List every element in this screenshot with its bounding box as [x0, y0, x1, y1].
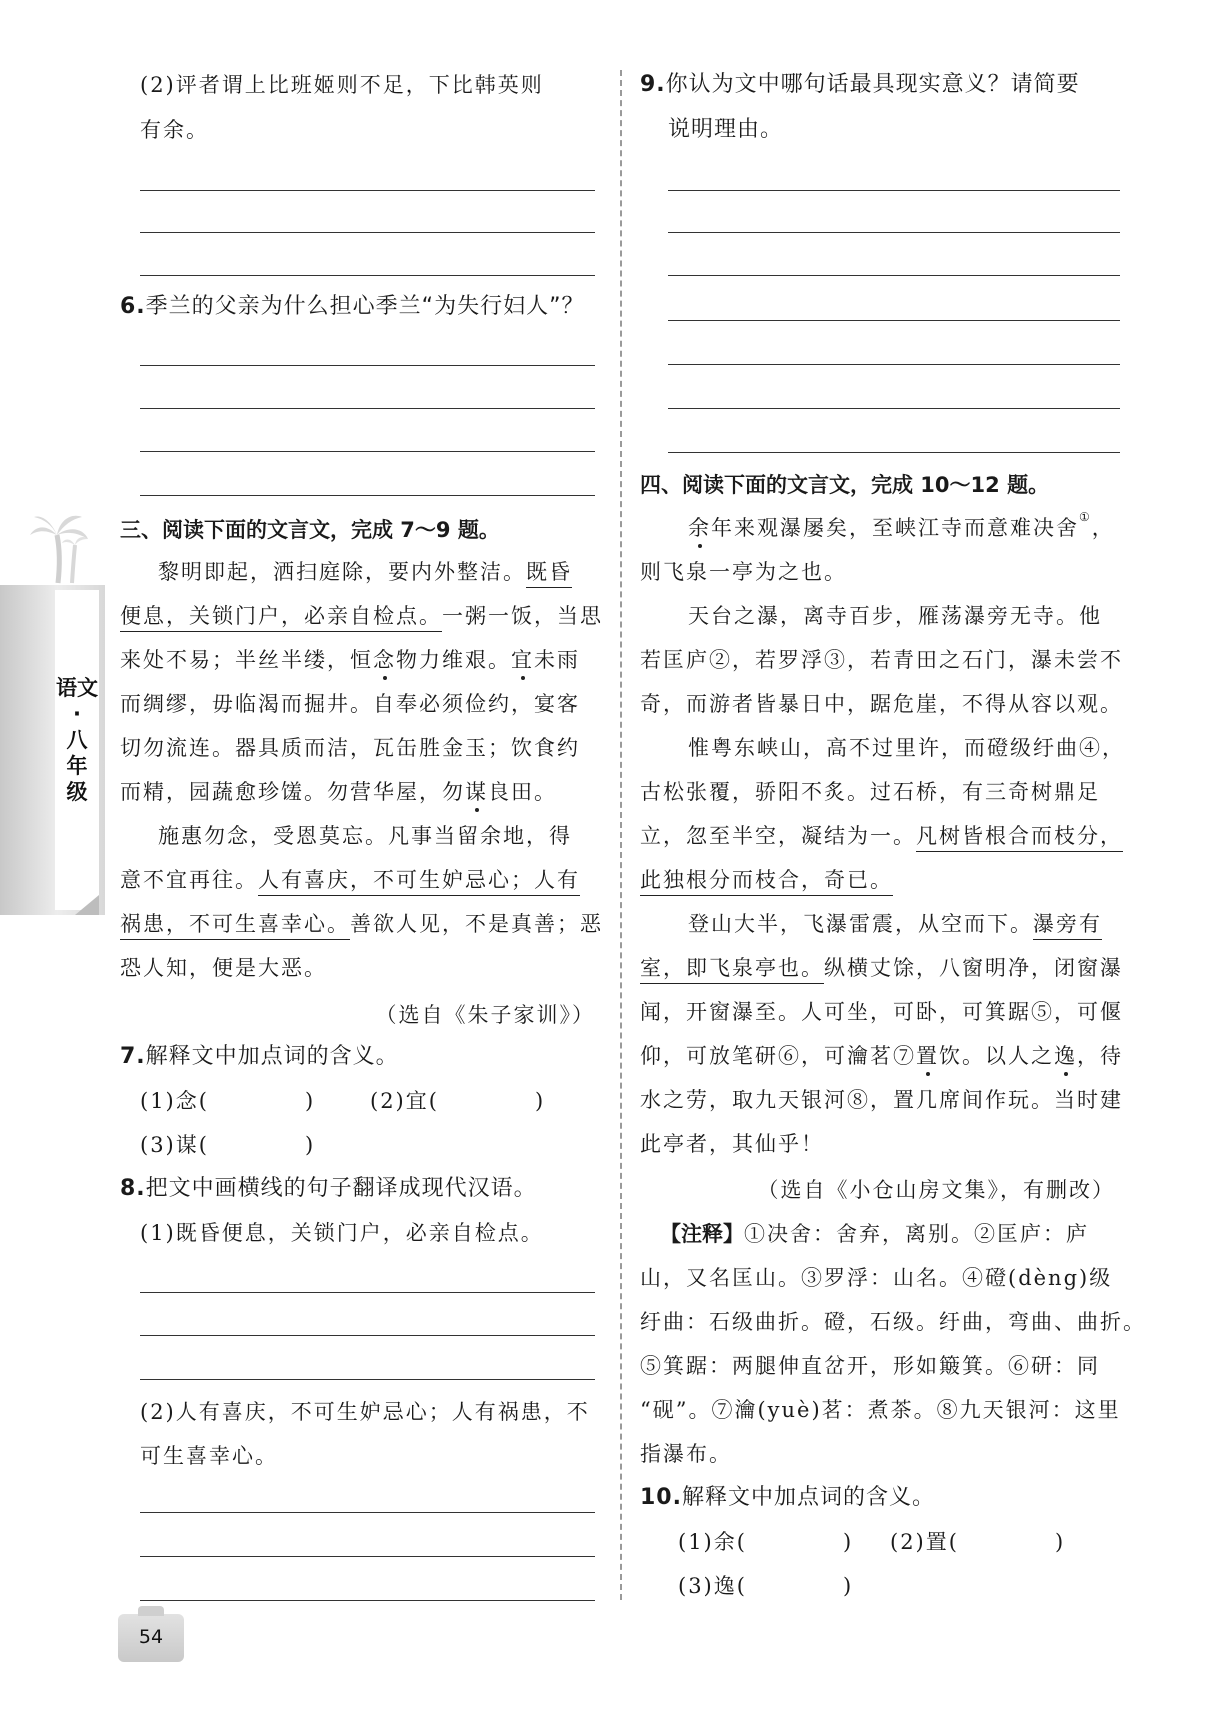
passage-line: 便息，关锁门户，必亲自检点。一粥一饭，当思: [120, 601, 603, 631]
underlined-sentence: 凡树皆根合而枝分，: [916, 824, 1123, 852]
answer-line[interactable]: [140, 1292, 595, 1293]
underlined-sentence: 瀑旁有: [1033, 912, 1102, 940]
passage-line: 闻，开窗瀑至。人可坐，可卧，可箕踞⑤，可偃: [640, 1000, 1123, 1024]
passage-line: 意不宜再往。人有喜庆，不可生妒忌心；人有: [120, 865, 580, 895]
notes-label: 【注释】: [660, 1222, 744, 1246]
q5-2-line1: (2)评者谓上比班姬则不足，下比韩英则: [140, 73, 544, 97]
passage-line: 若匡庐②，若罗浮③，若青田之石门，瀑未尝不: [640, 648, 1123, 672]
sidebar-separator: ·: [73, 702, 81, 726]
source-citation: （选自《小仓山房文集》，有删改）: [757, 1178, 1115, 1202]
question-text: 解释文中加点词的含义。: [681, 1485, 935, 1510]
notes-line: ⑤箕踞：两腿伸直岔开，形如簸箕。⑥研：同: [640, 1354, 1100, 1378]
palm-tree-icon: [30, 505, 90, 585]
question-9-line2: 说明理由。: [668, 117, 784, 142]
notes-line: 纡曲：石级曲折。磴，石级。纡曲，弯曲、曲折。: [640, 1310, 1146, 1334]
sidebar-fold: [75, 895, 99, 915]
sidebar-label: [55, 675, 99, 805]
underlined-sentence: 此独根分而枝合，奇已。: [640, 868, 893, 896]
sidebar-grade: 八年级: [66, 728, 88, 804]
passage-line: [640, 865, 893, 895]
source-citation: （选自《朱子家训》）: [375, 1003, 595, 1027]
passage-line: 立，忽至半空，凝结为一。凡树皆根合而枝分，: [640, 821, 1123, 851]
notes-line: 【注释】①决舍：舍弃，离别。②匡庐：庐: [660, 1222, 1089, 1246]
answer-line[interactable]: [140, 495, 595, 496]
page-number: 54: [138, 1626, 164, 1648]
notes-line: 指瀑布。: [640, 1442, 732, 1466]
underlined-sentence: 人有喜庆，不可生妒忌心；人有: [258, 868, 580, 896]
answer-line[interactable]: [140, 1379, 595, 1380]
sidebar-subject: 语文: [56, 676, 98, 700]
question-number: 10.: [640, 1485, 682, 1510]
q10-item-2[interactable]: (2)置( ): [890, 1530, 1066, 1554]
passage-line: 水之劳，取九天银河⑧，置几席间作玩。当时建: [640, 1088, 1123, 1112]
passage-line: 登山大半，飞瀑雷震，从空而下。瀑旁有: [688, 909, 1102, 939]
notes-line: “砚”。⑦瀹(yuè)茗：煮茶。⑧九天银河：这里: [640, 1398, 1121, 1422]
answer-line[interactable]: [140, 365, 595, 366]
passage-line: 来处不易；半丝半缕，恒念物力维艰。宜未雨: [120, 645, 580, 675]
dotted-word-yi: 宜: [511, 645, 534, 675]
question-number: 9.: [640, 72, 666, 97]
passage-line: 而绸缪，毋临渴而掘井。自奉必须俭约，宴客: [120, 692, 580, 716]
answer-line[interactable]: [140, 1512, 595, 1513]
answer-line[interactable]: [140, 275, 595, 276]
q8-2-line2: 可生喜幸心。: [140, 1444, 278, 1468]
question-text: 解释文中加点词的含义。: [145, 1044, 399, 1069]
q10-item-1[interactable]: (1)余( ): [678, 1530, 854, 1554]
answer-line[interactable]: [140, 1335, 595, 1336]
question-7: [120, 1042, 399, 1072]
passage-line: 天台之瀑，离寺百步，雁荡瀑旁无寺。他: [688, 604, 1102, 628]
passage-line: 室，即飞泉亭也。纵横丈馀，八窗明净，闭窗瀑: [640, 953, 1123, 983]
answer-line[interactable]: [140, 1600, 595, 1601]
dotted-word-yi: 逸: [1054, 1041, 1077, 1071]
answer-line[interactable]: [668, 275, 1120, 276]
q8-1: (1)既昏便息，关锁门户，必亲自检点。: [140, 1221, 544, 1245]
question-text: 你认为文中哪句话最具现实意义？请简要: [665, 72, 1080, 97]
passage-line: 则飞泉一亭为之也。: [640, 560, 847, 584]
dotted-word-nian: 念: [373, 645, 396, 675]
question-number: 7.: [120, 1044, 146, 1069]
answer-line[interactable]: [140, 1556, 595, 1557]
q7-item-2[interactable]: (2)宜( ): [370, 1089, 546, 1113]
dotted-word-zhi: 置: [916, 1041, 939, 1071]
passage-line: 古松张覆，骄阳不炙。过石桥，有三奇树鼎足: [640, 780, 1100, 804]
passage-line: 余年来观瀑屡矣，至峡江寺而意难决舍①，: [688, 513, 1115, 543]
notes-line: 山，又名匡山。③罗浮：山名。④磴(dèng)级: [640, 1266, 1113, 1290]
answer-line[interactable]: [668, 452, 1120, 453]
passage-line: 切勿流连。器具质而洁，瓦缶胜金玉；饮食约: [120, 736, 580, 760]
answer-line[interactable]: [668, 364, 1120, 365]
passage-line: 施惠勿念，受恩莫忘。凡事当留余地，得: [158, 824, 572, 848]
question-8: [120, 1174, 537, 1204]
q10-item-3[interactable]: (3)逸( ): [678, 1574, 854, 1598]
passage-line: 黎明即起，洒扫庭除，要内外整洁。既昏: [158, 557, 572, 587]
passage-line: 恐人知，便是大恶。: [120, 956, 327, 980]
passage-line: 奇，而游者皆暴日中，踞危崖，不得从容以观。: [640, 692, 1123, 716]
question-text: 把文中画横线的句子翻译成现代汉语。: [145, 1176, 537, 1201]
answer-line[interactable]: [140, 451, 595, 452]
q7-item-3[interactable]: (3)谋( ): [140, 1133, 316, 1157]
dotted-word-yu: 余: [688, 513, 711, 543]
section-3-heading: 三、阅读下面的文言文，完成 7～9 题。: [120, 518, 500, 542]
answer-line[interactable]: [140, 408, 595, 409]
question-6: [120, 292, 584, 322]
q7-item-1[interactable]: (1)念( ): [140, 1089, 316, 1113]
passage-line: 祸患，不可生喜幸心。善欲人见，不是真善；恶: [120, 909, 603, 939]
question-number: 6.: [120, 294, 146, 319]
underlined-sentence: 便息，关锁门户，必亲自检点。: [120, 604, 442, 632]
passage-line: 而精，园蔬愈珍馐。勿营华屋，勿谋良田。: [120, 777, 557, 807]
underlined-sentence: 室，即飞泉亭也。: [640, 956, 824, 984]
answer-line[interactable]: [668, 408, 1120, 409]
question-text: 季兰的父亲为什么担心季兰“为失行妇人”？: [145, 294, 585, 319]
underlined-sentence: 祸患，不可生喜幸心。: [120, 912, 350, 940]
question-10: [640, 1483, 935, 1513]
question-number: 8.: [120, 1176, 146, 1201]
q8-2-line1: (2)人有喜庆，不可生妒忌心；人有祸患，不: [140, 1400, 590, 1424]
answer-line[interactable]: [668, 232, 1120, 233]
q5-2-line2: 有余。: [140, 118, 209, 142]
underlined-sentence: 既昏: [526, 560, 572, 588]
answer-line[interactable]: [140, 232, 595, 233]
passage-line: 惟粤东峡山，高不过里许，而磴级纡曲④，: [688, 736, 1125, 760]
passage-line: 此亭者，其仙乎！: [640, 1132, 824, 1156]
answer-line[interactable]: [140, 190, 595, 191]
question-9: [640, 70, 1080, 100]
column-divider: [620, 70, 622, 1600]
dotted-word-mou: 谋: [465, 777, 488, 807]
answer-line[interactable]: [668, 320, 1120, 321]
answer-line[interactable]: [668, 190, 1120, 191]
section-4-heading: 四、阅读下面的文言文，完成 10～12 题。: [640, 473, 1050, 497]
passage-line: 仰，可放笔研⑥，可瀹茗⑦置饮。以人之逸，待: [640, 1041, 1123, 1071]
